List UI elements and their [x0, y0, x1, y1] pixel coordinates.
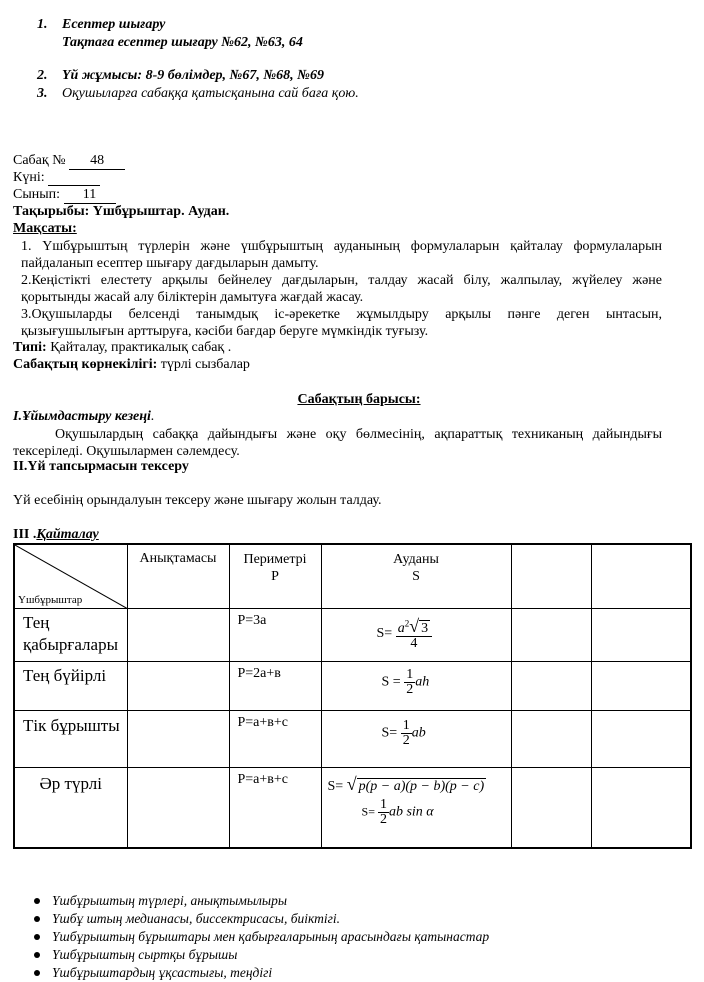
formula-isosceles: S = $\frac{1}{2}$ ah [381, 667, 430, 698]
row-4-name: Әр түрлі [14, 767, 127, 848]
header-audany-symbol: S [412, 569, 420, 584]
tipi-line [13, 340, 231, 356]
tipi-value: Қайталау, практикалық сабақ . [46, 340, 232, 355]
header-perimetri [229, 544, 321, 608]
kornekiligi-label: Сабақтың көрнекілігі: [13, 357, 158, 372]
bullet-item-1: Үшбұрыштың түрлері, анықтымылыры [20, 892, 489, 910]
header-perimetri-symbol: P [271, 569, 279, 584]
sabak-value: 48 [69, 153, 125, 170]
corner-cell [14, 544, 127, 608]
takyryby-heading: Тақырыбы: Үшбұрыштар. Аудан. [13, 204, 230, 219]
row-2-empty-1 [511, 662, 591, 710]
corner-label: Үшбұрыштар [18, 593, 83, 606]
row-3-perimeter: P=a+в+с [229, 710, 321, 767]
bullet-item-4: Үшбұрыштың сыртқы бұрышы [20, 946, 489, 964]
row-2-definition [127, 662, 229, 710]
top-item-2-number: 2. [37, 68, 48, 83]
synyp-field [13, 187, 116, 204]
row-2-name: Тең бүйірлі [14, 662, 127, 710]
kuni-blank [48, 172, 100, 186]
row-1-name: Тең қабырғалары [14, 608, 127, 661]
top-item-1-line1: Есептер шығару [62, 17, 166, 32]
section3-title [13, 527, 99, 543]
kornekiligi-line [13, 357, 250, 373]
synyp-value: 11 [64, 187, 116, 204]
row-3-name: Тік бұрышты [14, 710, 127, 767]
row-1-empty-2 [591, 608, 691, 661]
formula-right: S= $\frac{1}{2}$ ab [381, 717, 426, 748]
row-3-empty-1 [511, 710, 591, 767]
header-audany [321, 544, 511, 608]
top-item-3-line1: Оқушыларға сабаққа қатысқанына сай баға қою. [62, 86, 359, 101]
row-2-empty-2 [591, 662, 691, 710]
goal-1: 1. Үшбұрыштың түрлерін және үшбұрыштың ауданының формулаларын қайталау формулаларын пайдаланып есептер шығару дағдыларын дамыту. [21, 239, 662, 271]
bullet-dot-icon [34, 898, 40, 904]
empty-header-2 [591, 544, 691, 608]
header-anyktamasy: Анықтамасы [127, 544, 229, 608]
top-item-1-number: 1. [37, 17, 48, 32]
row-4-perimeter: P=a+в+с [229, 767, 321, 848]
bullet-dot-icon [34, 970, 40, 976]
row-3-definition [127, 710, 229, 767]
row-2-perimeter: P=2a+в [229, 662, 321, 710]
section3-number: ІІІ . [13, 527, 37, 542]
row-1-empty-1 [511, 608, 591, 661]
kuni-field [13, 170, 100, 186]
kornekiligi-value: түрлі сызбалар [157, 357, 250, 372]
empty-header-1 [511, 544, 591, 608]
row-1-area [321, 608, 511, 661]
section2-title: ІІ.Үй тапсырмасын тексеру [13, 459, 189, 474]
row-4-empty-2 [591, 767, 691, 848]
row-2-area [321, 662, 511, 710]
row-3-area [321, 710, 511, 767]
bullet-dot-icon [34, 934, 40, 940]
row-1-definition [127, 608, 229, 661]
tipi-label: Типі: [13, 340, 47, 355]
sabak-label: Сабақ № [13, 153, 66, 168]
bullet-dot-icon [34, 952, 40, 958]
formula-sine: S= $\frac{1}{2}$ ab sin α [361, 796, 434, 827]
row-4-definition [127, 767, 229, 848]
formula-equilateral: S= $\frac{a^2√ 3}{4}$ [377, 617, 433, 651]
review-bullet-list [20, 892, 489, 982]
bullet-item-2: Үшбұ штың медианасы, биссектрисасы, биіктігі. [20, 910, 489, 928]
goal-2: 2.Кеңістікті елестету арқылы бейнелеу дағдыларын, талдау жасай білу, жалпылау, жүйелеу және қорытынды жасай алу біліктерін дамытуға жағдай жасау. [21, 273, 662, 305]
triangle-table [13, 543, 692, 849]
goal-3: 3.Оқушыларды белсенді танымдық іс-әрекетке жұмылдыру арқылы пәнге деген ынтасын, қызығушылығын арттыруға, кәсіби бағдар беруге мүмкіндік туғызу. [21, 307, 662, 339]
bullet-item-5: Үшбұрыштардың ұқсастығы, теңдігі [20, 964, 489, 982]
section2-text: Үй есебінің орындалуын тексеру және шығару жолын талдау. [13, 493, 382, 508]
kuni-label: Күні: [13, 170, 45, 185]
section3-label: Қайталау [36, 527, 99, 542]
row-3-empty-2 [591, 710, 691, 767]
section1-text: Оқушылардың сабаққа дайындығы және оқу бөлмесінің, ақпараттық техниканың дайындығы тексеріледі. Оқушылармен сәлемдесу. [13, 427, 662, 459]
bullet-dot-icon [34, 916, 40, 922]
row-4-empty-1 [511, 767, 591, 848]
sabak-field [13, 153, 125, 170]
formula-heron: S= √ p(p − a)(p − b)(p − c) [327, 773, 485, 794]
header-audany-text: Ауданы [393, 552, 439, 567]
row-4-area [321, 767, 511, 848]
section1-title: І.Ұйымдастыру кезеңі. [13, 409, 155, 424]
maksaty-heading: Мақсаты: [13, 221, 77, 236]
top-item-1-line2: Тақтаға есептер шығару №62, №63, 64 [62, 35, 303, 50]
barysy-heading: Сабақтың барысы: [297, 392, 421, 407]
bullet-item-3: Үшбұрыштың бұрыштары мен қабырғаларының арасындағы қатынастар [20, 928, 489, 946]
row-1-perimeter: P=3a [229, 608, 321, 661]
top-item-3-number: 3. [37, 86, 48, 101]
synyp-label: Сынып: [13, 187, 61, 202]
header-perimetri-text: Периметрі [243, 552, 307, 567]
top-item-2-line1: Үй жұмысы: 8-9 бөлімдер, №67, №68, №69 [62, 68, 324, 83]
